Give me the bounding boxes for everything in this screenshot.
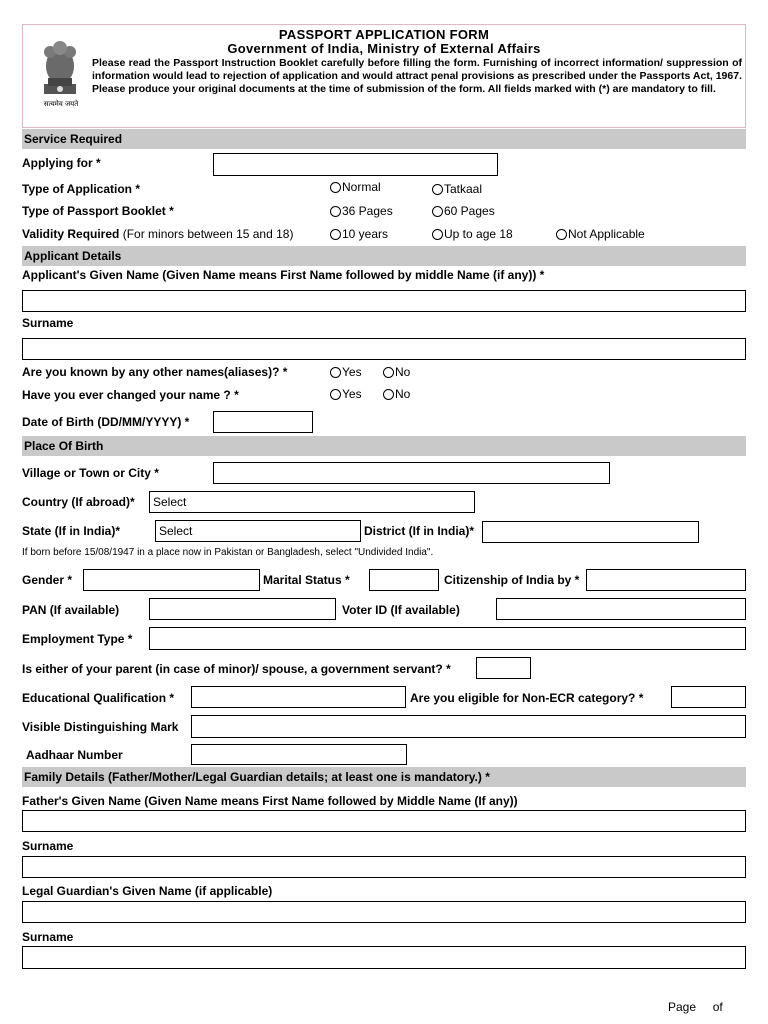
page-number: Page of [668,1000,723,1014]
guardian-surname-input[interactable] [22,946,746,969]
distinguishing-mark-label: Visible Distinguishing Mark [22,720,179,734]
guardian-given-name-label: Legal Guardian's Given Name (if applicable) [22,884,273,898]
radio-changed-yes[interactable]: Yes [330,387,362,401]
village-label: Village or Town or City * [22,466,159,480]
type-of-application-label: Type of Application * [22,182,141,196]
dob-label: Date of Birth (DD/MM/YYYY) * [22,415,190,429]
guardian-given-name-input[interactable] [22,901,746,923]
radio-10-years[interactable]: 10 years [330,227,388,241]
employment-type-label: Employment Type * [22,632,133,646]
aadhaar-label: Aadhaar Number [26,748,123,762]
applying-for-input[interactable] [213,153,498,176]
form-subtitle: Government of India, Ministry of External Affairs [227,41,541,56]
voter-id-input[interactable] [496,598,746,620]
booklet-label: Type of Passport Booklet * [22,204,174,218]
radio-normal[interactable]: Normal [330,180,381,194]
employment-type-input[interactable] [149,627,746,650]
birth-note: If born before 15/08/1947 in a place now in Pakistan or Bangladesh, select "Undivided India". [22,547,434,558]
given-name-input[interactable] [22,290,746,312]
given-name-label: Applicant's Given Name (Given Name means First Name followed by middle Name (if any)) * [22,268,545,282]
radio-aliases-yes[interactable]: Yes [330,365,362,379]
father-surname-input[interactable] [22,856,746,878]
form-title: PASSPORT APPLICATION FORM [278,27,490,42]
father-surname-label: Surname [22,839,74,853]
aliases-label: Are you known by any other names(aliases)? * [22,365,288,379]
section-applicant-details: Applicant Details [22,246,746,266]
state-label: State (If in India)* [22,524,121,538]
citizenship-label: Citizenship of India by * [444,573,580,587]
distinguishing-mark-input[interactable] [191,715,746,738]
surname-input[interactable] [22,338,746,360]
radio-up-to-age-18[interactable]: Up to age 18 [432,227,513,241]
form-instructions: Please read the Passport Instruction Booklet carefully before filling the form. Furnishing of incorrect information/ suppression of information would lead to rejection of application and would attract penal provisions as prescribed under the Passports Act, 1967. Please produce your original documents at the time of submission of the form. All fields marked with (*) are mandatory to fill. [92,57,742,95]
non-ecr-label: Are you eligible for Non-ECR category? * [410,691,644,705]
pan-label: PAN (If available) [22,603,120,617]
country-select[interactable]: Select [149,491,475,513]
village-input[interactable] [213,462,610,484]
education-input[interactable] [191,686,406,708]
radio-36-pages[interactable]: 36 Pages [330,204,393,218]
gender-label: Gender * [22,573,73,587]
section-place-of-birth: Place Of Birth [22,436,746,456]
pan-input[interactable] [149,598,336,620]
guardian-surname-label: Surname [22,930,74,944]
gender-input[interactable] [83,569,260,591]
section-service-required: Service Required [22,129,746,149]
validity-label: Validity Required (For minors between 15 and 18) [22,227,294,241]
marital-status-input[interactable] [369,569,439,591]
radio-not-applicable[interactable]: Not Applicable [556,227,645,241]
district-input[interactable] [482,521,699,543]
state-select[interactable]: Select [155,520,361,542]
citizenship-input[interactable] [586,569,746,591]
section-family-details: Family Details (Father/Mother/Legal Guardian details; at least one is mandatory.) * [22,767,746,787]
non-ecr-input[interactable] [671,686,746,708]
father-given-name-label: Father's Given Name (Given Name means First Name followed by Middle Name (If any)) [22,794,518,808]
education-label: Educational Qualification * [22,691,175,705]
dob-input[interactable] [213,411,313,433]
voter-id-label: Voter ID (If available) [342,603,460,617]
applying-for-label: Applying for * [22,156,101,170]
country-label: Country (If abroad)* [22,495,135,509]
surname-label: Surname [22,316,74,330]
marital-status-label: Marital Status * [263,573,350,587]
radio-60-pages[interactable]: 60 Pages [432,204,495,218]
district-label: District (If in India)* [364,524,475,538]
govt-servant-input[interactable] [476,657,531,679]
radio-tatkaal[interactable]: Tatkaal [432,182,482,196]
govt-servant-label: Is either of your parent (in case of minor)/ spouse, a government servant? * [22,662,451,676]
radio-changed-no[interactable]: No [383,387,410,401]
aadhaar-input[interactable] [191,744,407,765]
father-given-name-input[interactable] [22,810,746,832]
changed-name-label: Have you ever changed your name ? * [22,388,239,402]
emblem-caption: सत्यमेव जयते [43,100,79,108]
radio-aliases-no[interactable]: No [383,365,410,379]
